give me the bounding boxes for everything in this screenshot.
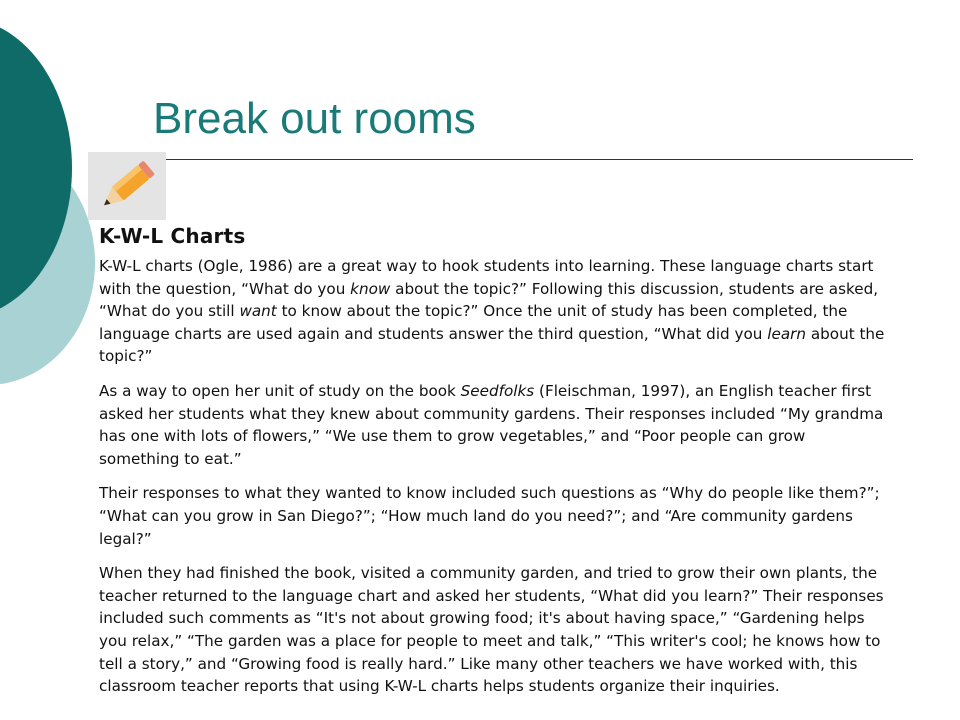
paragraph-4: When they had finished the book, visited a community garden, and tried to grow their own plants, the teacher returned to the language chart and asked her students, “What did you learn?” Their responses included such comments as “It's not about growing food; it's about having space,” “Gardening helps you relax,” “The garden was a place for people to meet and talk,” “This writer's cool; he knows how to tell a story,” and “Growing food is really hard.” Like many other teachers we have worked with, this classroom teacher reports that using K-W-L charts helps students organize their inquiries. [99,564,884,696]
title-divider [165,159,913,160]
pencil-icon [88,152,166,220]
document-heading: K-W-L Charts [99,224,246,248]
paragraph-2-text: (Fleischman, 1997), an English teacher first asked her students what they knew about community gardens. Their responses included “My grandma has one with lots of flowers,” “We use them to grow vegetables,” and “Poor people can grow something to eat.” [99,381,884,468]
document-body [99,255,889,710]
emphasis-want: want [239,302,277,321]
emphasis-know: know [350,279,391,298]
paragraph-2 [99,380,889,470]
paragraph-1-text: K-W-L charts (Ogle, 1986) are a great way to hook students into learning. These language charts start with the question, “What do you [99,257,874,298]
paragraph-3: Their responses to what they wanted to know included such questions as “Why do people like them?”; “What can you grow in San Diego?”; “How much land do you need?”; and “Are community gardens legal?” [99,484,880,548]
paragraph-1-text: about the topic?” [99,324,885,366]
paragraph-2-text: As a way to open her unit of study on the book [99,381,461,400]
paragraph-1-text: to know about the topic?” Once the unit of study has been completed, the language charts are used again and students answer the third question, “What did you [99,302,848,343]
paragraph-1-text: about the topic?” Following this discussion, students are asked, “What do you still [99,279,879,321]
slide-title: Break out rooms [153,94,476,143]
paragraph-1 [99,255,889,368]
book-title: Seedfolks [460,381,535,400]
emphasis-learn: learn [767,324,806,343]
